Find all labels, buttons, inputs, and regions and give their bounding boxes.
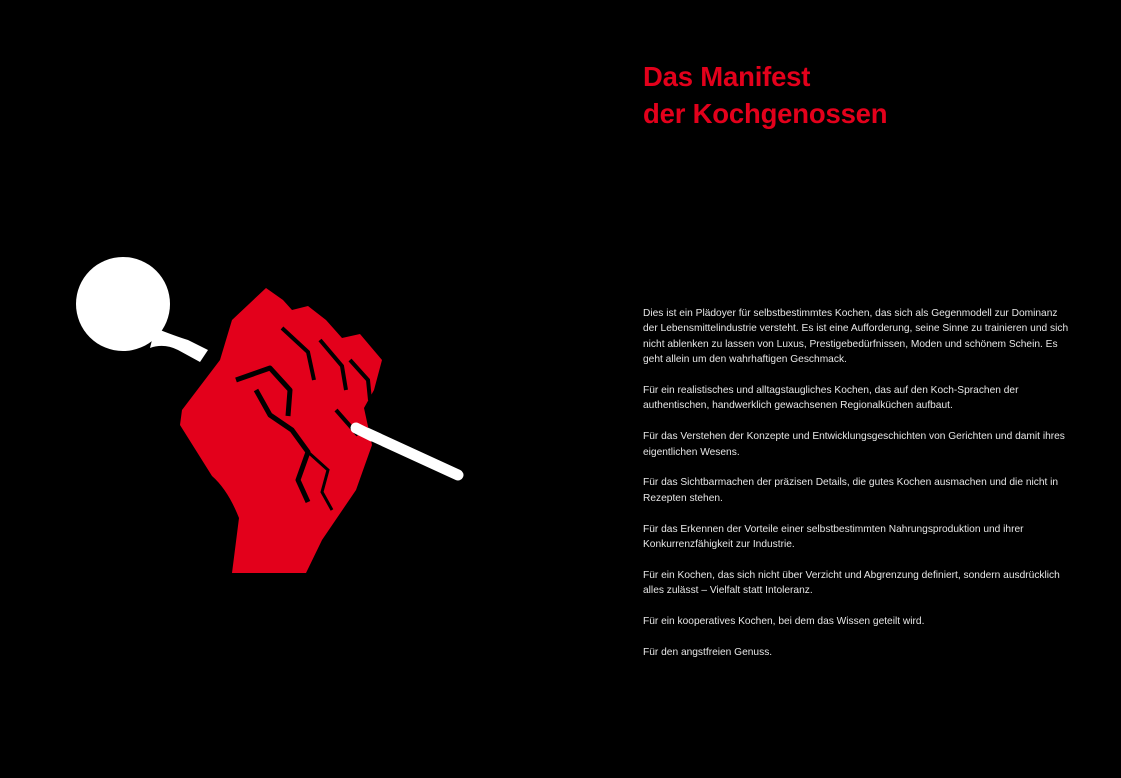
manifest-point: Für das Verstehen der Konzepte und Entwicklungsgeschichten von Gerichten und damit ihres eigentlichen Wesens.: [643, 431, 1065, 458]
manifest-text: [643, 306, 1073, 676]
manifest-point: Für das Erkennen der Vorteile einer selbstbestimmten Nahrungsproduktion und ihrer Konkurrenzfähigkeit zur Industrie.: [643, 523, 1024, 551]
manifest-point: Für das Sichtbarmachen der präzisen Details, die gutes Kochen ausmachen und die nicht in Rezepten stehen.: [643, 477, 1059, 504]
manifest-point: Für ein Kochen, das sich nicht über Verzicht und Abgrenzung definiert, sondern ausdrücklich alles zulässt – Vielfalt statt Intoleranz.: [643, 569, 1060, 597]
page-title: [643, 58, 887, 132]
intro-paragraph: Dies ist ein Plädoyer für selbstbestimmtes Kochen, das sich als Gegenmodell zur Dominanz der Lebensmittelindustrie versteht. Es ist eine Aufforderung, seine Sinne zu trainieren und sich nicht ablenken zu lassen von Luxus, Prestigebedürfnissen, Moden und schönem Schein. Es geht allein um den wahrhaftigen Geschmack.: [643, 308, 1069, 366]
title-line-1: Das Manifest: [643, 61, 811, 92]
manifest-point: Für den angstfreien Genuss.: [643, 646, 773, 658]
raised-fist-holding-spoon-icon: [60, 240, 480, 590]
title-line-2: der Kochgenossen: [643, 98, 888, 129]
manifest-point: Für ein kooperatives Kochen, bei dem das Wissen geteilt wird.: [643, 616, 925, 628]
manifest-point: Für ein realistisches und alltagstaugliches Kochen, das auf den Koch-Sprachen der authentischen, handwerklich gewachsenen Regionalküchen aufbaut.: [643, 385, 1019, 412]
spoon-neck: [150, 328, 208, 362]
spoon-handle-through-fist: [356, 428, 372, 436]
